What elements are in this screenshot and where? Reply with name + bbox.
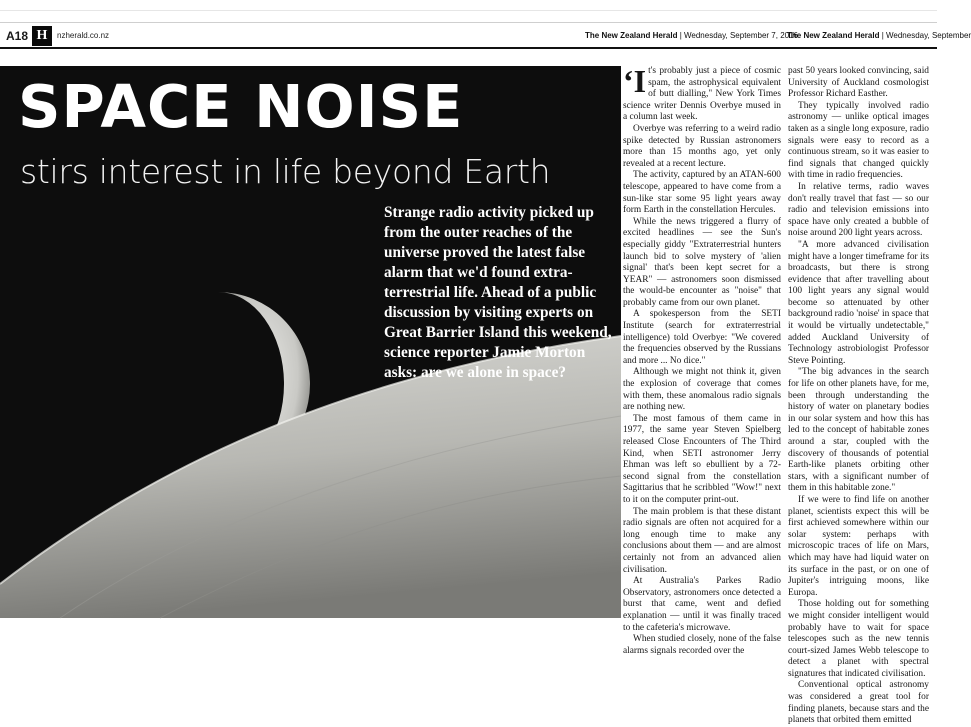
body-paragraph: past 50 years looked convincing, said University of Auckland cosmologist Professor Richard Easther. xyxy=(788,66,929,100)
body-paragraph: The most famous of them came in 1977, the same year Steven Spielberg released Close Encounters of The Third Kind, when SETI astronomer Jerry Ehman was left so ebullient by a 72-second signal from the constellation Sagittarius that he scribbled "Wow!" next to it on the computer print-out. xyxy=(623,413,781,505)
intro-text: Strange radio activity picked up from the outer reaches of the universe proved the latest false alarm that we'd found extra-terrestrial life. Ahead of a public discussion by visiting experts on Great Barrier Island this weekend, science reporter xyxy=(384,204,612,361)
dateline-next-paper: The New Zealand Herald xyxy=(787,31,880,40)
masthead xyxy=(0,22,971,50)
body-paragraph: Conventional optical astronomy was considered a great tool for finding planets, because stars and the planets that orbited them emitted xyxy=(788,680,929,726)
body-paragraph: "The big advances in the search for life on other planets have, for me, been through understanding the history of water on planetary bodies in our solar system and how this has led to the concept of habitable zones around a star, coupled with the discovery of thousands of potential Earth-like planets orbiting other stars, with a significant number of them in this habitable zone." xyxy=(788,367,929,494)
body-paragraph: Overbye was referring to a weird radio spike detected by Russian astronomers more than 15 months ago, yet only revealed at a recent lecture. xyxy=(623,123,781,169)
dateline: The New Zealand Herald | Wednesday, September 7, 2016 xyxy=(585,31,798,40)
dateline-date: Wednesday, September 7, 2016 xyxy=(684,31,798,40)
article-column-1 xyxy=(623,63,781,656)
body-paragraph: At Australia's Parkes Radio Observatory, astronomers once detected a burst that came, went and defied explanation — until it was finally traced to the cafeteria's microwave. xyxy=(623,576,781,633)
headline: SPACE NOISE xyxy=(18,72,464,141)
intro-author: Jamie Morton xyxy=(492,344,586,361)
body-paragraph: Those holding out for something we might consider intelligent would probably have to wait for space telescopes such as the new tennis court-sized James Webb telescope to detect a planet with spectral signatures that indicated civilisation. xyxy=(788,599,929,679)
dateline-next-page: The New Zealand Herald | Wednesday, September xyxy=(787,31,971,40)
body-paragraph: The activity, captured by an ATAN-600 telescope, appeared to have come from a sun-like star some 95 light years away form Earth in the constellation Hercules. xyxy=(623,170,781,216)
body-paragraph: "A more advanced civilisation might have a longer timeframe for its broadcasts, but there is strong evidence that after travelling about 100 light years any signal would become so attenuated by other background radio 'noise' in space that it would be virtually undetectable," added Auckland University of Technology astrobiologist Professor Steve Pointing. xyxy=(788,239,929,366)
intro-standfirst xyxy=(384,203,614,383)
intro-end: asks: are we alone in space? xyxy=(384,364,567,381)
body-paragraph: The main problem is that these distant radio signals are often not acquired for a long enough time to make any conclusions about them — and are almost certainly not from an advanced alien civilisation. xyxy=(623,506,781,575)
site-url: nzherald.co.nz xyxy=(57,31,110,40)
body-paragraph: If we were to find life on another planet, scientists expect this will be first achieved somewhere within our solar system: perhaps with microscopic traces of life on Mars, which may have had liquid water on its surface in the past, or on one of Jupiter's intriguing moons, like Europa. xyxy=(788,494,929,598)
body-paragraph: Although we might not think it, given the explosion of coverage that comes with them, these anomalous radio signals are nothing new. xyxy=(623,367,781,413)
body-paragraph: t's probably just a piece of cosmic spam, the astrophysical equivalent of butt dialling," New York Times science writer Dennis Overbye mused in a column last week. xyxy=(623,66,781,123)
body-paragraph: When studied closely, none of the false alarms signals recorded over the xyxy=(623,634,781,656)
dateline-paper: The New Zealand Herald xyxy=(585,31,678,40)
masthead-top-rule xyxy=(0,22,937,23)
subheadline: stirs interest in life beyond Earth xyxy=(20,152,551,191)
page-edge xyxy=(930,66,937,618)
body-paragraph: In relative terms, radio waves don't really travel that fast — so our radio and television emissions into space have only created a bubble of noise around 200 light years across. xyxy=(788,181,929,239)
page-number: A18 xyxy=(6,29,29,43)
dropcap: ‘I xyxy=(623,63,647,99)
masthead-bottom-rule xyxy=(0,47,937,49)
dateline-next-date: Wednesday, September xyxy=(886,31,971,40)
article-column-2 xyxy=(788,66,929,726)
saturn-moon-photo xyxy=(0,66,621,618)
page-top-strip xyxy=(0,0,937,11)
body-paragraph: They typically involved radio astronomy — unlike optical images taken as a single long exposure, radio signals were easy to record as a continuous stream, so it was easier to find signals that changed quickly with time in radio frequencies. xyxy=(788,100,929,181)
body-paragraph: While the news triggered a flurry of excited headlines — see the Sun's especially giddy "Extraterrestrial hunters launch bid to solve mystery of 'alien signal' that's been kept secret for a YEAR" — astronomers soon dismissed the would-be encounter as "noise" that probably came from our own planet. xyxy=(623,216,781,308)
body-paragraph: A spokesperson from the SETI Institute (search for extraterrestrial intelligence) told Overbye: "We covered the frequencies observed by the Russians and more ... No dice." xyxy=(623,309,781,366)
herald-logo-icon: H xyxy=(32,26,52,46)
